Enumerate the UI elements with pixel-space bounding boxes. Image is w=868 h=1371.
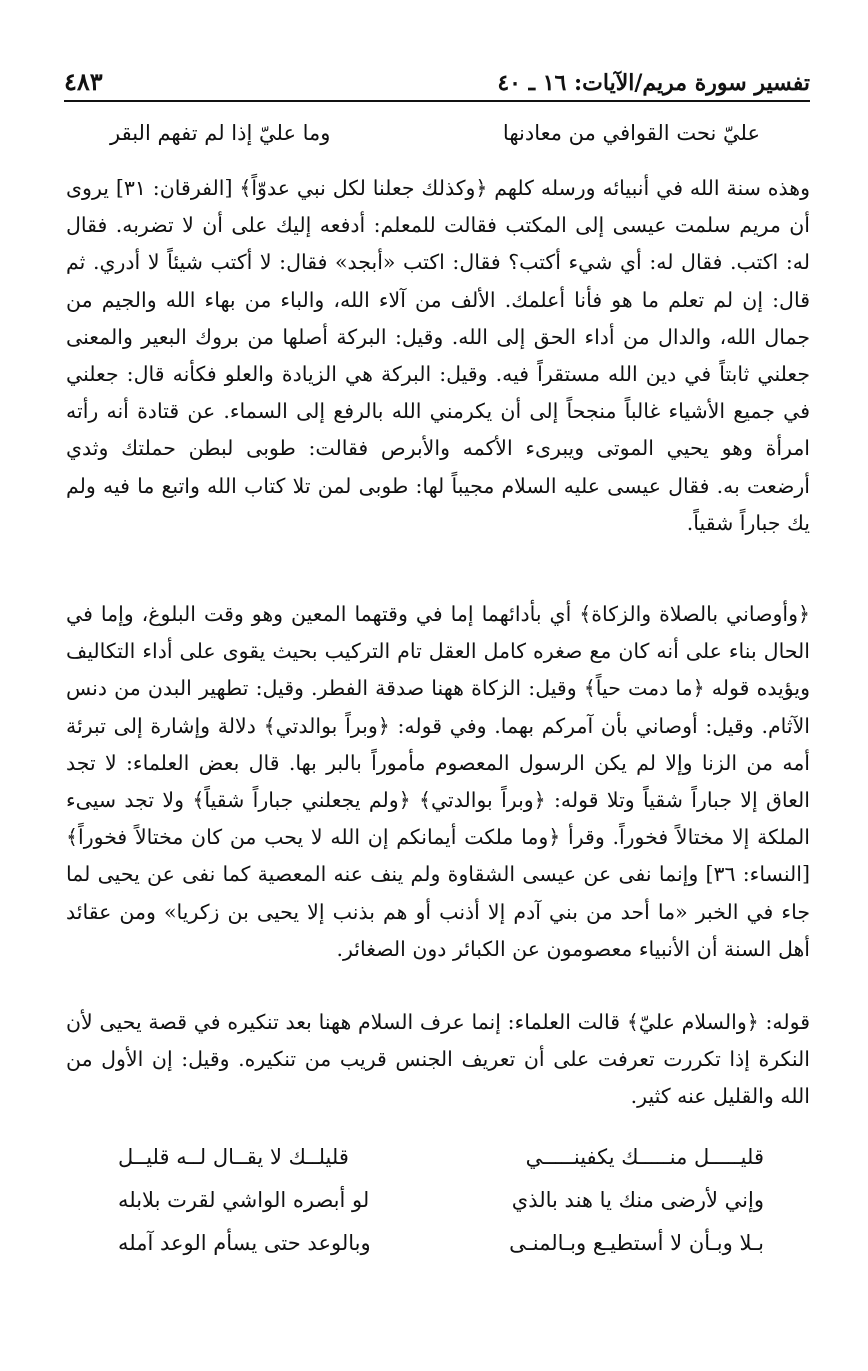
paragraph-1: وهذه سنة الله في أنبيائه ورسله كلهم ﴿وكذلك جعلنا لكل نبي عدوّاً﴾ [الفرقان: ٣١] يروى أن مريم سلمت عيسى إلى المكتب فقالت للمعلم: أدفعه إليك على أن لا تضربه. فقال له: اكتب. فقال له: أي شيء أكتب؟ فقال: اكتب «أبجد» فقال: لا أكتب شيئاً لا أدري. ثم قال: إن لم تعلم ما هو فأنا أعلمك. الألف من آلاء الله، والباء من بهاء الله والجيم من جمال الله، والدال من أداء الحق إلى الله. وقيل: البركة أصلها من بروك البعير والمعنى جعلني ثابتاً في دين الله مستقراً فيه. وقيل: البركة هي الزيادة والعلو فكأنه قال: جعلني في جميع الأشياء غالباً منجحاً إلى أن يكرمني الله بالرفع إلى السماء. عن قتادة أنه رأته امرأة وهو يحيي الموتى ويبرىء الأكمه والأبرص فقالت: طوبى لبطن حملتك وثدي أرضعت به. فقال عيسى عليه السلام مجيباً لها: طوبى لمن تلا كتاب الله واتبع ما فيه ولم يك جباراً شقياً.	[66, 176, 810, 535]
verse-first-hemistich: عليّ نحت القوافي من معادنها	[502, 121, 760, 145]
paragraph-2: ﴿وأوصاني بالصلاة والزكاة﴾ أي بأدائهما إما في وقتهما المعين وهو وقت البلوغ، وإما في الحال بناء على أنه كان مع صغره كامل العقل تام التركيب بحيث يقوى على أداء التكاليف ويؤيده قوله ﴿ما دمت حياً﴾ وقيل: الزكاة ههنا صدقة الفطر. وقيل: تطهير البدن من دنس الآثام. وقيل: أوصاني بأن آمركم بهما. وفي قوله: ﴿وبراً بوالدتي﴾ دلالة وإشارة إلى تبرئة أمه من الزنا وإلا لم يكن الرسول المعصوم مأموراً بالبر بها. قال بعض العلماء: لا تجد العاق إلا جباراً شقياً وتلا قوله: ﴿وبراً بوالدتي﴾ ﴿ولم يجعلني جباراً شقياً﴾ ولا تجد سيىء الملكة إلا مختالاً فخوراً. وقرأ ﴿وما ملكت أيمانكم إن الله لا يحب من كان مختالاً فخوراً﴾ [النساء: ٣٦] وإنما نفى عن عيسى الشقاوة ولم ينف عنه المعصية كما نفى عن يحيى لما جاء في الخبر «ما أحد من بني آدم إلا أذنب أو هم بذنب إلا يحيى بن زكريا» ومن عقائد أهل السنة أن الأنبياء معصومون عن الكبائر دون الصغائر.	[66, 602, 810, 961]
poem-second-hemistich: قليلــك لا يقــال لــه قليــل	[118, 1145, 349, 1169]
poem-line	[118, 1183, 764, 1226]
poem-line	[118, 1140, 764, 1183]
poem-first-hemistich: قليـــــل منـــــك يكفينـــــي	[525, 1145, 764, 1169]
page-header	[64, 58, 810, 102]
page-number: ٤٨٣	[64, 67, 103, 96]
paragraph-3: قوله: ﴿والسلام عليّ﴾ قالت العلماء: إنما عرف السلام ههنا بعد تنكيره في قصة يحيى لأن النكرة إذا تكررت تعرفت على أن تعريف الجنس قريب من تنكيره. وقيل: إن الأول من الله والقليل عنه كثير.	[66, 1010, 810, 1109]
verse-second-hemistich: وما عليّ إذا لم تفهم البقر	[110, 121, 331, 145]
poem-first-hemistich: بـلا وبـأن لا أستطيـع وبـالمنـى	[509, 1231, 764, 1255]
poem-second-hemistich: وبالوعد حتى يسأم الوعد آمله	[118, 1231, 371, 1255]
poem-second-hemistich: لو أبصره الواشي لقرت بلابله	[118, 1188, 370, 1212]
running-title: تفسير سورة مريم/الآيات: ١٦ ـ ٤٠	[497, 70, 810, 96]
closing-poem	[118, 1140, 764, 1269]
poem-line	[118, 1226, 764, 1269]
poem-first-hemistich: وإني لأرضى منك يا هند بالذي	[511, 1188, 764, 1212]
opening-verse	[110, 118, 760, 148]
